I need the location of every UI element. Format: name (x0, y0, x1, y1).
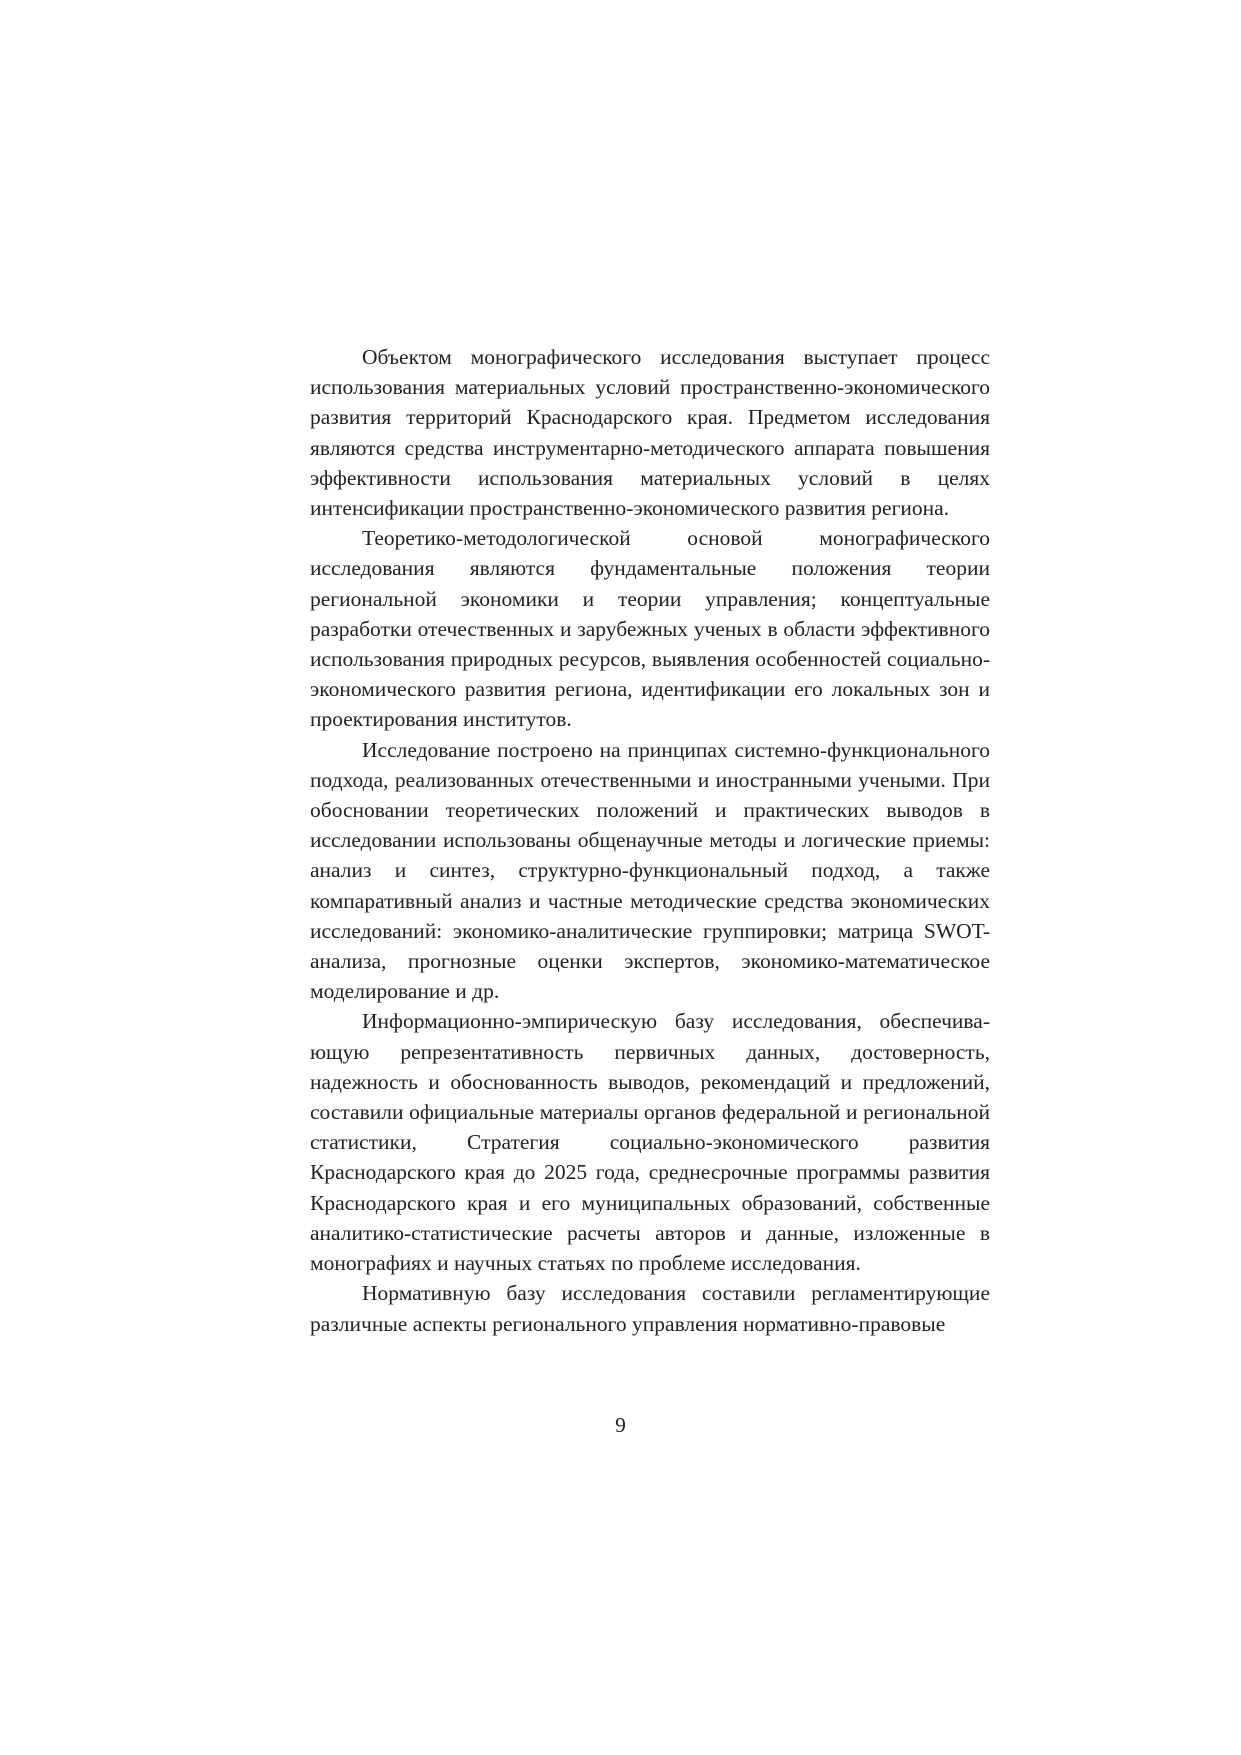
page-body (310, 342, 990, 1339)
paragraph-normative-base: Нормативную базу исследования составили регламентирующие различные аспекты регионального управления нормативно-правовые (310, 1281, 990, 1336)
page-number: 9 (615, 1413, 626, 1437)
paragraph-object-subject: Объектом монографического исследования выступает процесс использования материальных условий пространственно-экономического развития территорий Краснодарского края. Предметом исследования являются средства инструментарно-методического аппарата повышения эффективности использования материальных условий в целях интенсификации пространственно-экономического развития региона. (310, 345, 990, 521)
paragraph-approach-methods: Исследование построено на принципах системно-функционального подхода, реализованных отечественными и иностранными учеными. При обосновании теоретических положений и практических выводов в исследовании использованы общенаучные методы и логические приемы: анализ и синтез, структурно-функциональный подход, а также компаративный анализ и частные методические средства экономических исследований: экономико-аналитические группировки; матрица SWOT-анализа, прогнозные оценки экспертов, экономико-математическое моделирование и др. (310, 737, 990, 1004)
paragraph-information-base: Информационно-эмпирическую базу исследования, обеспечивающую репрезентативность первичных данных, достоверность, надежность и обоснованность выводов, рекомендаций и предложений, составили официальные материалы органов федеральной и региональной статистики, Стратегия социально-экономического развития Краснодарского края до 2025 года, среднесрочные программы развития Краснодарского края и его муниципальных образований, собственные аналитико-статистические расчеты авторов и данные, изложенные в монографиях и научных статьях по проблеме исследования. (310, 1009, 990, 1276)
paragraph-methodology: Теоретико-методологической основой монографического исследования являются фундаментальные положения теории региональной экономики и теории управления; концептуальные разработки отечественных и зарубежных ученых в области эффективного использования природных ресурсов, выявления особенностей социально-экономического развития региона, идентификации его локальных зон и проектирования институтов. (310, 526, 990, 732)
